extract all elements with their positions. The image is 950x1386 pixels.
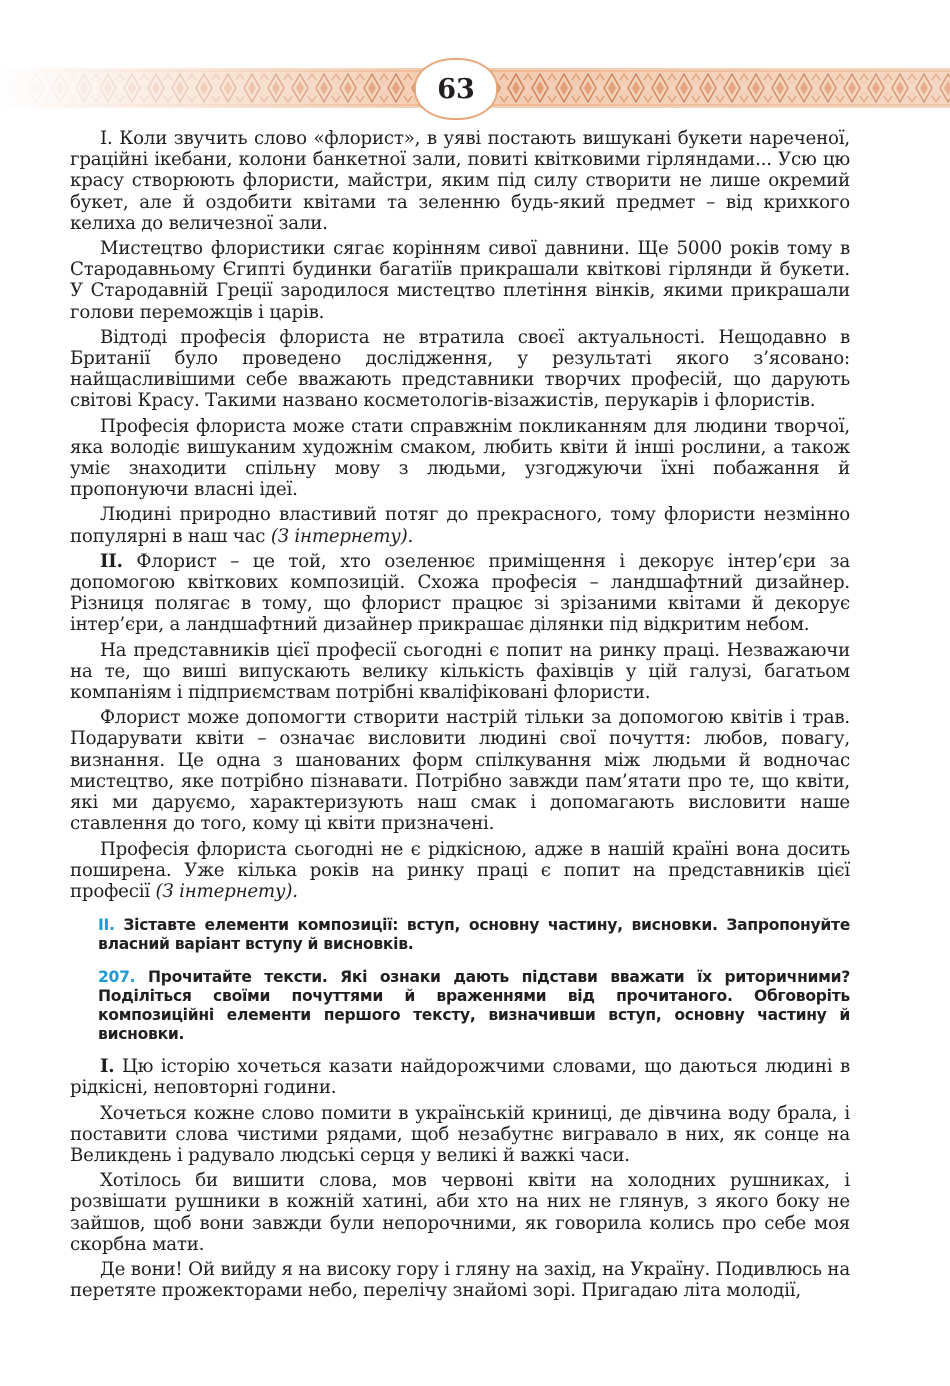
task-ii-number: II.	[98, 916, 115, 935]
text2-source: (З інтернету).	[155, 880, 298, 902]
text1-p5: Людині природно властивий потяг до прекрасного, тому флористи незмінно популярні в наш час	[70, 504, 850, 547]
text2-p4: Професія флориста сьогодні не є рідкісною, адже в нашій країні вона досить поширена. Уже кілька років на ринку праці є попит на представників цієї професії	[70, 838, 850, 902]
text1-p1: Коли звучить слово «флорист», в уяві постають вишукані букети нареченої, граційні ікебани, колони банкетної зали, повиті квітковими гірляндами... Усю цю красу створюють флористи, майстри, яким під силу створити не лише окремий букет, але й оздобити квітами та зеленню будь-який предмет – від крихкого келиха до величезної зали.	[70, 128, 850, 234]
task-207-number: 207.	[98, 968, 136, 987]
text2-paragraph-2: На представників цієї професії сьогодні є попит на ринку праці. Незважаючи на те, що виші випускають велику кількість фахівців у цій галузі, багатьом компаніям і підприємствам потрібні кваліфіковані флористи.	[70, 639, 850, 704]
text3-p1: Цю історію хочеться казати найдорожчими словами, що даються людині в рідкісні, неповторні години.	[70, 1056, 850, 1099]
text2-paragraph-1	[70, 551, 850, 636]
text3-paragraph-4: Де вони! Ой вийду я на високу гору і гляну на захід, на Україну. Подивлюсь на перетяте прожекторами небо, перелічу знайомі зорі. Пригадаю літа молодії,	[70, 1258, 850, 1302]
text2-paragraph-3: Флорист може допомогти створити настрій тільки за допомогою квітів і трав. Подарувати квіти – означає висловити людині свої почуття: любов, повагу, визнання. Це одна з шанованих форм спілкування між людьми й водночас мистецтво, яке потрібно пізнавати. Потрібно завжди пам’ятати про те, що квіти, які ми даруємо, характеризують наш смак і допомагають висловити наше ставлення до того, кому ці квіти призначені.	[70, 707, 850, 835]
task-207	[98, 968, 850, 1044]
text3-paragraph-2: Хочеться кожне слово помити в українській криниці, де дівчина воду брала, і поставити слова чистими рядами, щоб незабутнє вигравало в них, як сонце на Великдень і радувало людські серця у великі й важкі часи.	[70, 1102, 850, 1166]
text1-paragraph-4: Професія флориста може стати справжнім покликанням для людини творчої, яка володіє вишуканим художнім смаком, любить квіти й інші рослини, а також уміє знаходити спільну мову з людьми, узгоджуючи їхні побажання й пропонуючи власні ідеї.	[70, 415, 850, 501]
text2-paragraph-4	[70, 839, 850, 903]
text1-paragraph-3: Відтоді професія флориста не втратила своєї актуальності. Нещодавно в Британії було проведено дослідження, у результаті якого з’ясовано: найщасливішими себе вважають представники творчих професій, що дарують світові Красу. Такими названо косметологів-візажистів, перукарів і флористів.	[70, 326, 850, 412]
text1-paragraph-5	[70, 504, 850, 546]
text1-source: (З інтернету).	[270, 525, 414, 547]
text3-paragraph-3: Хотілось би вишити слова, мов червоні квіти на холодних рушниках, і розвішати рушники в кожній хатині, аби хто на них не глянув, з якого боку не зайшов, щоб вони завжди були непорочними, як говорила колись про себе моя скорбна мати.	[70, 1170, 850, 1255]
text3-marker: I.	[100, 1056, 115, 1078]
task-ii-text: Зіставте елементи композиції: вступ, основну частину, висновки. Запропонуйте власний варіант вступу й висновків.	[98, 916, 850, 954]
text3-paragraph-1	[70, 1056, 850, 1098]
text2-marker: II.	[100, 550, 123, 572]
task-ii	[98, 916, 850, 954]
page-content	[70, 128, 850, 1305]
page-number: 63	[414, 58, 498, 120]
text1-marker: I.	[100, 128, 113, 149]
text2-p1: Флорист – це той, хто озеленює приміщення і декорує інтер’єри за допомогою квіткових композицій. Схожа професія – ландшафтний дизайнер. Різниця полягає в тому, що флорист працює зі зрізаними квітами й декорує інтер’єри, а ландшафтний дизайнер прикрашає ділянки під відкритим небом.	[70, 550, 850, 636]
text1-paragraph-1	[70, 128, 850, 234]
text1-paragraph-2: Мистецтво флористики сягає корінням сивої давнини. Ще 5000 років тому в Стародавньому Єгипті будинки багатіїв прикрашали квіткові гірлянди й букети. У Стародавній Греції зародилося мистецтво плетіння вінків, якими прикрашали голови переможців і царів.	[70, 238, 850, 323]
task-207-text: Прочитайте тексти. Які ознаки дають підстави вважати їх риторичними? Поділіться своїми почуттями й враженнями від прочитаного. Обговоріть композиційні елементи першого тексту, визначивши вступ, основну частину й висновки.	[98, 968, 850, 1044]
